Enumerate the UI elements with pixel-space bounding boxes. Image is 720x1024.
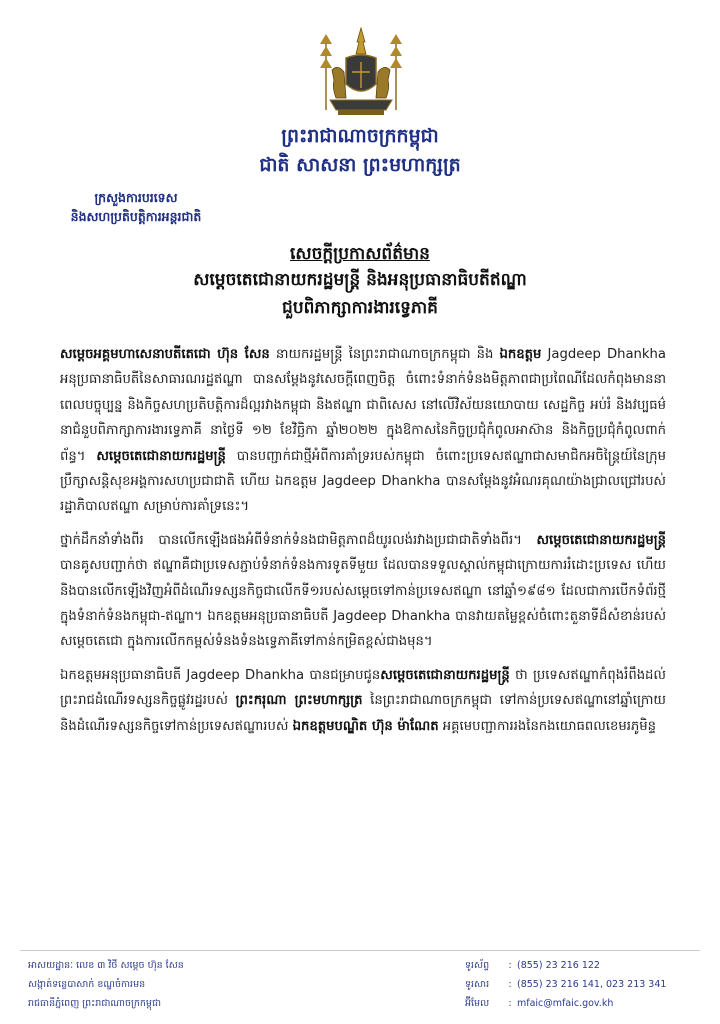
document-subtitle-line2: ជួបពិភាក្សាការងារទ្វេភាគី bbox=[282, 298, 438, 318]
footer-address bbox=[28, 956, 184, 1013]
ministry-name-line1: ក្រសួងការបរទេស bbox=[94, 190, 178, 205]
footer-divider bbox=[20, 950, 700, 951]
email-row: អ៊ីមែល : mfaic@mfaic.gov.kh bbox=[465, 994, 666, 1013]
phone-value: (855) 23 216 122 bbox=[517, 960, 600, 971]
press-release-body bbox=[60, 342, 666, 747]
phone-label: ទូរស័ព្ទ bbox=[465, 960, 490, 971]
document-title: សេចក្តីប្រកាសព័ត៌មាន bbox=[290, 244, 430, 264]
fax-value: (855) 23 216 141, 023 213 341 bbox=[517, 979, 667, 990]
paragraph-1: សម្តេចអគ្គមហាសេនាបតីតេជោ ហ៊ុន សែន នាយករដ្ឋមន្ត្រី នៃព្រះរាជាណាចក្រកម្ពុជា និង ឯកឧត្តម Jagdeep Dhankha អនុប្រធានាធិបតីនៃសាធារណរដ្ឋឥណ្ឌា បានសម្តែងនូវសេចក្តីពេញចិត្ត ចំពោះទំនាក់ទំនងមិត្តភាពជាប្រពៃណីដែលកំពុងមាននាពេលបច្ចុប្បន្ន និងកិច្ចសហប្រតិបត្តិការដ៏ល្អរវាងកម្ពុជា និងឥណ្ឌា ជាពិសេស នៅលើវិស័យនយោបាយ សេដ្ឋកិច្ច អប់រំ និងវប្បធម៌ នាជំនួបពិភាក្សាការងារទ្វេភាគី នាថ្ងៃទី ១២ ខែវិច្ឆិកា ឆ្នាំ២០២២ ក្នុងឱកាសនៃកិច្ចប្រជុំកំពូលអាស៊ាន និងកិច្ចប្រជុំកំពូលពាក់ព័ន្ធ។ សម្តេចតេជោនាយករដ្ឋមន្ត្រី បានបញ្ជាក់ជាថ្មីអំពីការគាំទ្ររបស់កម្ពុជា ចំពោះប្រទេសឥណ្ឌាជាសមាជិកអចិន្ត្រៃយ៍នៃក្រុមប្រឹក្សាសន្តិសុខអង្គការសហប្រជាជាតិ ហើយ ឯកឧត្តម Jagdeep Dhankha បានសម្តែងនូវអំណរគុណយ៉ាងជ្រាលជ្រៅរបស់រដ្ឋាភិបាលឥណ្ឌា សម្រាប់ការគាំទ្រនេះ។ bbox=[60, 347, 666, 515]
national-motto: ជាតិ សាសនា ព្រះមហាក្សត្រ bbox=[259, 154, 461, 176]
paragraph-2: ថ្នាក់ដឹកនាំទាំងពីរ បានលើកឡើងផងអំពីទំនាក់ទំនងជាមិត្តភាពដ៏យូរលង់រវាងប្រជាជាតិទាំងពីរ។ សម្តេចតេជោនាយករដ្ឋមន្ត្រី បានគូសបញ្ជាក់ថា ឥណ្ឌាគឺជាប្រទេសភ្ជាប់ទំនាក់ទំនងការទូតទីមួយ ដែលបានទទួលស្គាល់កម្ពុជាក្រោយការរំដោះប្រទេស ហើយនិងបានលើកឡើងវិញអំពីដំណើរទស្សនកិច្ចជាលើកទី១របស់សម្តេចទៅកាន់ប្រទេសឥណ្ឌា នៅឆ្នាំ១៩៨១ ដែលជាការបើកទំព័រថ្មីក្នុងទំនាក់ទំនងកម្ពុជា-ឥណ្ឌា។ ឯកឧត្តមអនុប្រធានាធិបតី Jagdeep Dhankha បានវាយតម្លៃខ្ពស់ចំពោះតួនាទីដ៏សំខាន់របស់សម្តេចតេជោ ក្នុងការលើកកម្ពស់ទំនងទំនងទ្វេភាគីទៅកាន់កម្រិតខ្ពស់ជាងមុន។ bbox=[60, 532, 666, 650]
phone-row: ទូរស័ព្ទ : (855) 23 216 122 bbox=[465, 956, 666, 975]
email-label: អ៊ីមែល bbox=[465, 998, 490, 1009]
address-line-2: សង្កាត់ទន្លេបាសាក់ ខណ្ឌចំការមន bbox=[28, 979, 146, 990]
fax-label: ទូរសារ bbox=[465, 979, 490, 990]
fax-row: ទូរសារ : (855) 23 216 141, 023 213 341 bbox=[465, 975, 666, 994]
email-value[interactable]: mfaic@mfaic.gov.kh bbox=[517, 998, 614, 1009]
kingdom-name: ព្រះរាជាណាចក្រកម្ពុជា bbox=[281, 125, 439, 147]
address-line-1: អាសយដ្ឋានៈ លេខ ៣ វិថី សម្តេច ហ៊ុន សែន bbox=[28, 960, 184, 971]
document-subtitle-line1: សម្តេចតេជោនាយករដ្ឋមន្ត្រី និងអនុប្រធានាធិបតីឥណ្ឌា bbox=[193, 270, 527, 290]
ministry-name-line2: និងសហប្រតិបត្តិការអន្តរជាតិ bbox=[70, 209, 202, 224]
address-line-3: រាជធានីភ្នំពេញ ព្រះរាជាណាចក្រកម្ពុជា bbox=[28, 998, 161, 1009]
royal-emblem-icon bbox=[318, 24, 404, 120]
paragraph-3: ឯកឧត្តមអនុប្រធានាធិបតី Jagdeep Dhankha បានជម្រាបជូនសម្តេចតេជោនាយករដ្ឋមន្ត្រី ថា ប្រទេសឥណ្ឌាកំពុងរំពឹងដល់ព្រះរាជដំណើរទស្សនកិច្ចផ្លូវរដ្ឋរបស់ ព្រះករុណា ព្រះមហាក្សត្រ នៃព្រះរាជាណាចក្រកម្ពុជា ទៅកាន់ប្រទេសឥណ្ឌានៅឆ្នាំក្រោយ និងដំណើរទស្សនកិច្ចទៅកាន់ប្រទេសឥណ្ឌារបស់ ឯកឧត្តមបណ្ឌិត ហ៊ុន ម៉ាណែត អគ្គមេបញ្ជាការរងនៃកងយោធពលខេមរភូមិន្ទ bbox=[60, 667, 666, 734]
footer-contacts bbox=[465, 956, 666, 1013]
